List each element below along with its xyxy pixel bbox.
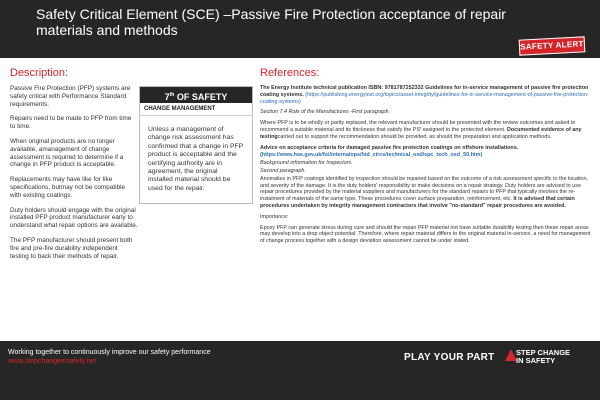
- footer-bar: [0, 341, 600, 400]
- description-paragraph: When original products are no longer available, amanagement of change assessment is required to determine if a change in PFP product is acceptable.: [10, 137, 124, 169]
- play-your-part-label: PLAY YOUR PART: [404, 352, 495, 363]
- reference-paragraph: Anomalies in PFP coatings identified by inspection should be repaired based on the outcome of a risk assessment specific to the location, and severity of the damage. It is the duty holders' responsibility to make decisions on a repair strategy. Duty holders are advised to use repair procedures provided by the material suppliers and manufacturers for the standard repairs to PFP that typically involves the re-instalment of materials of the same type. These procedures cover surface preparation, reinforcement, etc.: [260, 175, 589, 203]
- description-paragraph: Repairs need to be made to PFP from time to time.: [10, 115, 132, 131]
- safety-alert-badge: SAFETY ALERT: [519, 36, 586, 55]
- logo-line: STEP CHANGE: [516, 348, 571, 357]
- importance-label: Importance:: [260, 213, 289, 220]
- page-title: Safety Critical Element (SCE) –Passive Fire Protection acceptance of repair materials and methods: [36, 6, 506, 38]
- description-paragraph: Duty holders should engage with the original installed PFP product manufacturer early to understand what repair options are available.: [10, 206, 138, 230]
- reference-link-hse[interactable]: (https://www.hse.gov.uk/foi/internalops/hid_circs/technical_osd/spc_tech_osd_50.htm): [260, 152, 483, 159]
- description-paragraph: The PFP manufacturer should present both fire and pre-fire durability independent testing to back their methods of repair.: [10, 236, 133, 260]
- step-change-logo: [516, 349, 570, 365]
- footer-url[interactable]: www.stepchangeinsafety.net: [8, 358, 97, 365]
- reference-paragraph: carried out to support the recommendation should be provided, as should the preparation and application methods.: [277, 133, 552, 140]
- description-text: [10, 85, 138, 267]
- reference-paragraph-label: Second paragraph.: [260, 167, 306, 174]
- description-heading: Description:: [10, 67, 69, 79]
- description-paragraph: Passive Fire Protection (PFP) systems are safety critical with Performance Standard requirements.: [10, 85, 131, 108]
- box-subtitle: CHANGE MANAGEMENT: [140, 103, 252, 116]
- reference-title-ei: The Energy Institute technical publication ISBN: 9781787252332 Guidelines for in-service management of passive fire protection coating systems.: [260, 85, 589, 98]
- reference-title-hse: Advice on acceptance criteria for damaged passive fire protection coatings on offshore installations.: [260, 144, 519, 151]
- reference-section-label: Section 7.4 Role of the Manufactures -First paragraph.: [260, 109, 391, 116]
- reference-bold-text: Documented evidence of any testing: [260, 126, 582, 140]
- references-heading: References:: [260, 67, 320, 79]
- description-paragraph: Replacements may have like for like specifications, butmay not be compatible with existing coatings.: [10, 176, 126, 199]
- importance-text: Epoxy PFP can generate stress during cure and should the repair PFP material not have suitable durability testing then these repair areas may develop into a drop object potential. Therefore, where repair material differs to the original material in-service, a need for management of change process together with a design deviation assessment cannot be under stated.: [260, 224, 591, 245]
- header-bar: [0, 0, 600, 58]
- box-number: 7: [164, 92, 170, 102]
- reference-link-ei[interactable]: (https://publishing.energyinst.org/topics/asset-integrity/guidelines-for-in-service-management-of-passive-fire-protection-coating-systems): [260, 91, 589, 105]
- reference-bold-text: It is advised that certain procedures undertaken by integrity management contractors that involve "no-standard" repair procedures are avoided.: [260, 196, 575, 209]
- footer-tagline: Working together to continuously improve our safety performance: [8, 349, 211, 356]
- box-text: Unless a management of change risk assessment has confirmed that a change in PFP product is acceptable and the certifying authority are in agreement, the original installed material should be used for the repair.: [148, 126, 244, 192]
- reference-sub-label: Background information for Inspectors.: [260, 160, 353, 167]
- references-text: [260, 85, 592, 249]
- seventh-of-safety-box: [139, 86, 253, 204]
- logo-line: IN SAFETY: [516, 356, 556, 365]
- box-superscript: th: [169, 92, 175, 98]
- box-header: [140, 87, 252, 103]
- box-title: OF SAFETY: [174, 92, 228, 102]
- reference-paragraph: Where PFP is to be wholly or partly replaced, the relevant manufacturer should be presented with the review outcomes and asked to recommend a suitable material and its thickness that satisfy the PSᶠ assigned to the protected element.: [260, 120, 576, 133]
